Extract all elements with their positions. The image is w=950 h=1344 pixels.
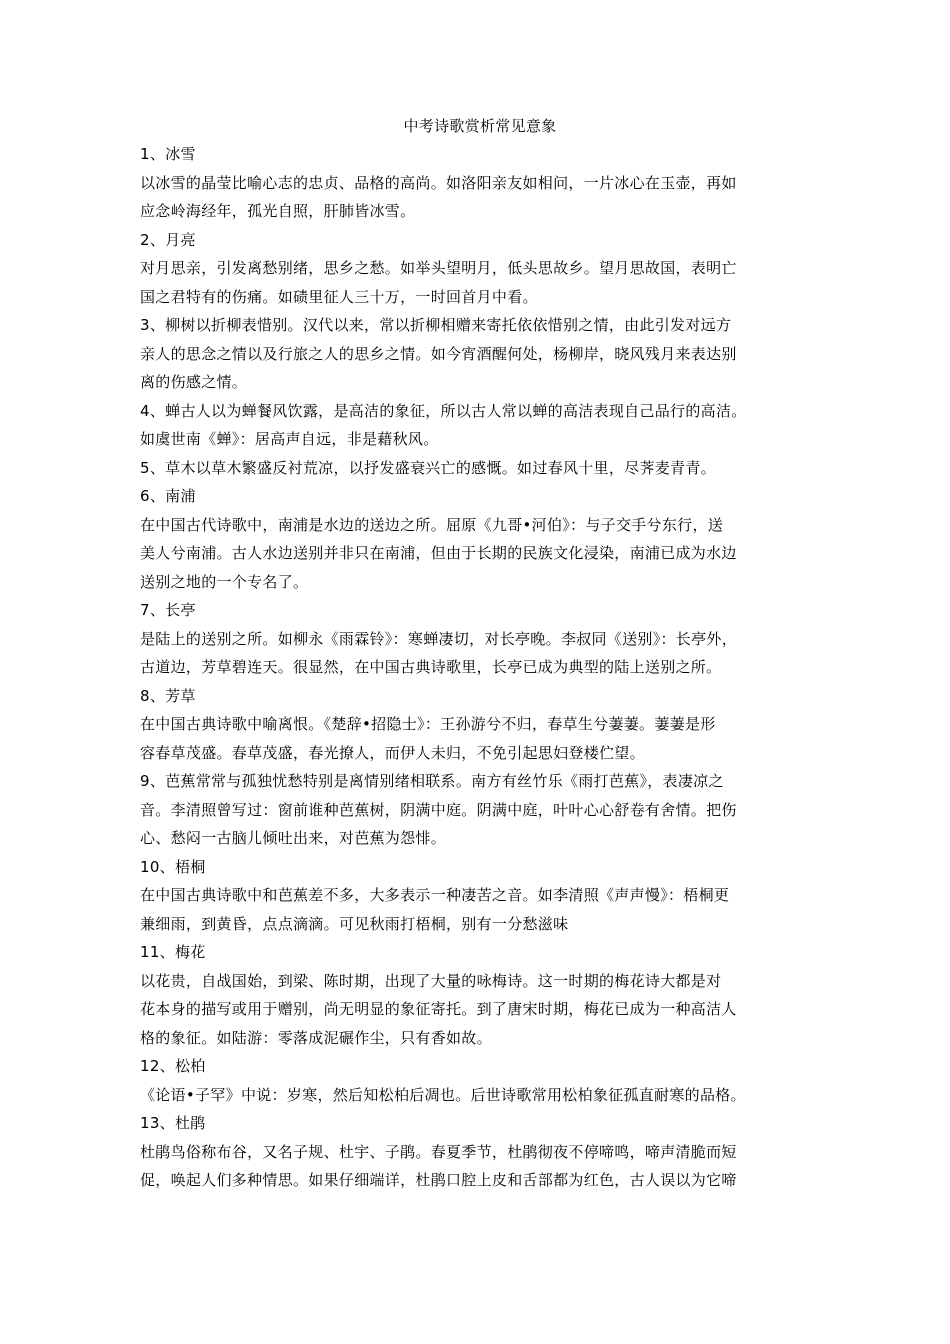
text-line: 11、梅花 bbox=[140, 943, 206, 961]
text-line: 《论语•子罕》中说：岁寒，然后知松柏后凋也。后世诗歌常用松柏象征孤直耐寒的品格。 bbox=[140, 1085, 746, 1104]
text-line: 以花贵，自战国始，到梁、陈时期，出现了大量的咏梅诗。这一时期的梅花诗大都是对 bbox=[140, 971, 722, 990]
text-line: 兼细雨，到黄昏，点点滴滴。可见秋雨打梧桐，别有一分愁滋味 bbox=[140, 914, 569, 933]
text-line: 10、梧桐 bbox=[140, 857, 206, 876]
text-line: 9、芭蕉常常与孤独忧愁特别是离情别绪相联系。南方有丝竹乐《雨打芭蕉》，表凄凉之 bbox=[140, 772, 724, 790]
text-line: 国之君特有的伤痛。如碛里征人三十万，一时回首月中看。 bbox=[140, 287, 538, 306]
text-line: 3、柳树以折柳表惜别。汉代以来，常以折柳相赠来寄托依依惜别之情，由此引发对远方 bbox=[140, 316, 732, 334]
text-line: 音。李清照曾写过：窗前谁种芭蕉树，阴满中庭。阴满中庭，叶叶心心舒卷有舍情。把伤 bbox=[140, 800, 737, 819]
text-line: 12、松柏 bbox=[140, 1057, 206, 1075]
text-line: 7、长亭 bbox=[140, 601, 196, 619]
text-line: 古道边，芳草碧连天。很显然，在中国古典诗歌里，长亭已成为典型的陆上送别之所。 bbox=[140, 658, 722, 676]
text-line: 离的伤感之情。 bbox=[140, 373, 248, 391]
text-line: 在中国古典诗歌中喻离恨。《楚辞•招隐士》：王孙游兮不归，春草生兮萋萋。萋萋是形 bbox=[140, 715, 716, 733]
text-line: 应念岭海经年，孤光自照，肝肺皆冰雪。 bbox=[140, 202, 416, 220]
text-line: 如虞世南《蝉》：居高声自远，非是藉秋风。 bbox=[140, 430, 439, 448]
text-line: 8、芳草 bbox=[140, 686, 196, 705]
text-line: 对月思亲，引发离愁别绪，思乡之愁。如举头望明月，低头思故乡。望月思故国，表明亡 bbox=[140, 259, 737, 277]
text-line: 花本身的描写或用于赠别，尚无明显的象征寄托。到了唐宋时期，梅花已成为一种高洁人 bbox=[140, 1000, 737, 1018]
text-line: 是陆上的送别之所。如柳永《雨霖铃》：寒蝉凄切，对长亭晚。李叔同《送别》：长亭外， bbox=[140, 629, 738, 648]
text-line: 美人兮南浦。古人水边送别并非只在南浦，但由于长期的民族文化浸染，南浦已成为水边 bbox=[140, 544, 737, 562]
text-line: 心、愁闷一古脑儿倾吐出来，对芭蕉为怨悱。 bbox=[140, 829, 447, 847]
text-line: 格的象征。如陆游：零落成泥碾作尘，只有香如故。 bbox=[140, 1028, 492, 1047]
document-title: 中考诗歌赏析常见意象 bbox=[403, 117, 557, 135]
text-line: 容春草茂盛。春草茂盛，春光撩人，而伊人未归，不免引起思妇登楼伫望。 bbox=[140, 743, 645, 762]
text-line: 4、蝉古人以为蝉餐风饮露，是高洁的象征，所以古人常以蝉的高洁表现自己品行的高洁。 bbox=[140, 401, 747, 420]
text-line: 在中国古代诗歌中，南浦是水边的送边之所。屈原《九哥•河伯》：与子交手兮东行，送 bbox=[140, 515, 724, 534]
text-line: 杜鹃鸟俗称布谷，又名子规、杜宇、子鹃。春夏季节，杜鹃彻夜不停啼鸣，啼声清脆而短 bbox=[140, 1142, 737, 1161]
text-line: 6、南浦 bbox=[140, 487, 196, 505]
text-line: 1、冰雪 bbox=[140, 145, 196, 163]
text-line: 促，唤起人们多种情思。如果仔细端详，杜鹃口腔上皮和舌部都为红色，古人误以为它啼 bbox=[140, 1171, 737, 1189]
text-line: 以冰雪的晶莹比喻心志的忠贞、品格的高尚。如洛阳亲友如相问，一片冰心在玉壶，再如 bbox=[140, 173, 737, 192]
text-line: 亲人的思念之情以及行旅之人的思乡之情。如今宵酒醒何处，杨柳岸，晓风残月来表达别 bbox=[140, 344, 737, 363]
document-lines bbox=[140, 140, 820, 1195]
text-line: 送别之地的一个专名了。 bbox=[140, 572, 309, 591]
text-line: 5、草木以草木繁盛反衬荒凉，以抒发盛衰兴亡的感慨。如过春风十里，尽荠麦青青。 bbox=[140, 458, 716, 477]
text-line: 13、杜鹃 bbox=[140, 1114, 206, 1132]
text-line: 在中国古典诗歌中和芭蕉差不多，大多表示一种凄苦之音。如李清照《声声慢》：梧桐更 bbox=[140, 886, 730, 904]
text-line: 2、月亮 bbox=[140, 230, 196, 249]
document-body bbox=[140, 112, 820, 1195]
